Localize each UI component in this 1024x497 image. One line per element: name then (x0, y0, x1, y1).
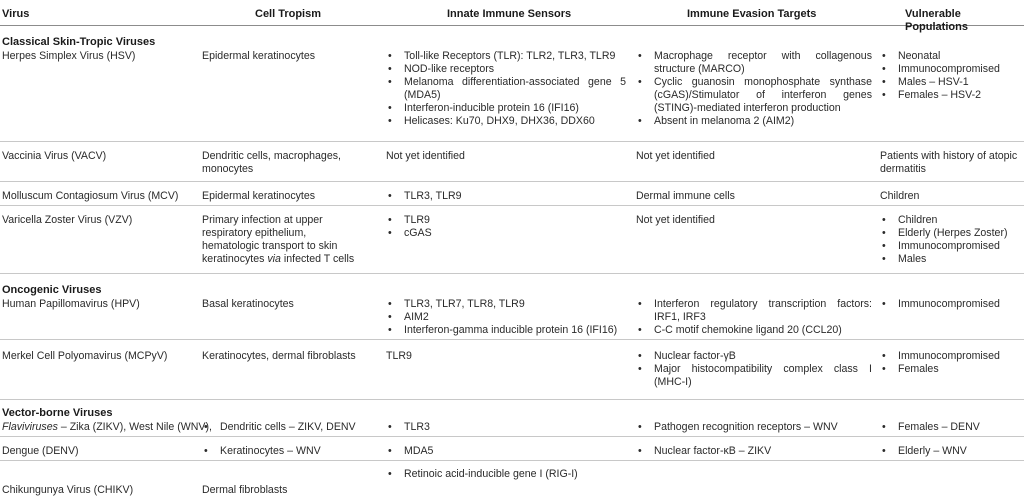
header-vulnerable-populations: Vulnerable Populations (905, 8, 968, 33)
list-item: • Elderly – WNV (880, 445, 1020, 458)
list-item: • Melanoma differentiation-associated gene 5 (MDA5) (386, 76, 626, 102)
immune-evasion-targets (636, 445, 872, 458)
section-title-oncogenic: Oncogenic Viruses (2, 284, 102, 296)
list-item: • Major histocompatibility complex class I (MHC-I) (636, 363, 872, 389)
list-item: • Macrophage receptor with collagenous structure (MARCO) (636, 50, 872, 76)
cell-tropism: Epidermal keratinocytes (202, 50, 316, 62)
vulnerable-populations (880, 214, 1020, 266)
table-row (0, 214, 1024, 274)
list-item: • Retinoic acid-inducible gene I (RIG-I) (386, 468, 626, 481)
table-row (0, 150, 1024, 182)
list-item: • Females (880, 363, 1020, 376)
cell-tropism (202, 421, 382, 434)
cell-tropism (202, 214, 362, 266)
list-item: • Immunocompromised (880, 350, 1020, 363)
list-item: • Toll-like Receptors (TLR): TLR2, TLR3, TLR9 (386, 50, 626, 63)
innate-sensors (386, 445, 626, 458)
table-header (0, 0, 1024, 33)
tropism-text: Primary infection at upper respiratory epithelium, hematologic transport to skin keratinocytes (202, 214, 338, 265)
list-item: • Dendritic cells – ZIKV, DENV (202, 421, 382, 434)
list-item: • Neonatal (880, 50, 1020, 63)
immune-evasion-targets: Not yet identified (636, 150, 715, 162)
list-item: • Keratinocytes – WNV (202, 445, 382, 458)
header-innate-immune-sensors: Innate Immune Sensors (447, 8, 572, 20)
list-item: • Immunocompromised (880, 298, 1020, 311)
table-row (0, 350, 1024, 400)
list-item: • cGAS (386, 227, 626, 240)
list-item: • Helicases: Ku70, DHX9, DHX36, DDX60 (386, 115, 626, 128)
vulnerable-populations: Children (880, 190, 920, 202)
table-row (0, 190, 1024, 206)
table-row (0, 298, 1024, 340)
list-item: • C-C motif chemokine ligand 20 (CCL20) (636, 324, 872, 337)
vulnerable-populations (880, 350, 1020, 376)
immune-evasion-targets (636, 350, 872, 389)
list-item: • TLR3, TLR9 (386, 190, 626, 203)
list-item: • Interferon regulatory transcription factors: IRF1, IRF3 (636, 298, 872, 324)
cell-tropism: Dendritic cells, macrophages, monocytes (202, 150, 341, 175)
list-item: • Males (880, 253, 1020, 266)
immune-evasion-targets (636, 421, 872, 434)
cell-tropism: Basal keratinocytes (202, 298, 294, 310)
virus-name-rest: – Zika (ZIKV), West Nile (WNV), (57, 421, 212, 433)
vulnerable-populations (880, 298, 1020, 311)
cell-tropism: Epidermal keratinocytes (202, 190, 316, 202)
virus-name (2, 421, 212, 434)
header-immune-evasion-targets: Immune Evasion Targets (687, 8, 817, 20)
list-item: • Children (880, 214, 1020, 227)
list-item: • NOD-like receptors (386, 63, 626, 76)
list-item: • Females – DENV (880, 421, 1020, 434)
immune-evasion-targets: Not yet identified (636, 214, 715, 226)
list-item: • Immunocompromised (880, 240, 1020, 253)
virus-name: Herpes Simplex Virus (HSV) (2, 50, 136, 62)
virus-name: Chikungunya Virus (CHIKV) (2, 484, 134, 496)
list-item: • Cyclic guanosin monophosphate synthase (cGAS)/Stimulator of interferon genes (STING)-mediated interferon production (636, 76, 872, 115)
tropism-via: via (267, 253, 281, 265)
list-item: • TLR3, TLR7, TLR8, TLR9 (386, 298, 626, 311)
innate-sensors (386, 190, 626, 203)
virus-name-italic: Flaviviruses (2, 421, 58, 433)
list-item: • Absent in melanoma 2 (AIM2) (636, 115, 872, 128)
innate-sensors: TLR9 (386, 350, 412, 362)
table-row (0, 421, 1024, 437)
virus-name: Vaccinia Virus (VACV) (2, 150, 107, 162)
virus-name: Molluscum Contagiosum Virus (MCV) (2, 190, 179, 202)
list-item: • Females – HSV-2 (880, 89, 1020, 102)
tropism-text-end: infected T cells (283, 253, 355, 265)
virus-name: Dengue (DENV) (2, 445, 79, 457)
header-cell-tropism: Cell Tropism (255, 8, 322, 20)
list-item: • TLR3 (386, 421, 626, 434)
list-item: • Males – HSV-1 (880, 76, 1020, 89)
list-item: • TLR9 (386, 214, 626, 227)
table-row (0, 50, 1024, 142)
list-item: • Interferon-gamma inducible protein 16 (IFI16) (386, 324, 626, 337)
immune-evasion-targets (636, 50, 872, 128)
cell-tropism: Dermal fibroblasts (202, 484, 288, 496)
list-item: • Nuclear factor-γB (636, 350, 872, 363)
virus-name: Varicella Zoster Virus (VZV) (2, 214, 133, 226)
cell-tropism: Keratinocytes, dermal fibroblasts (202, 350, 356, 362)
innate-sensors (386, 298, 626, 337)
vulnerable-populations (880, 445, 1020, 458)
immune-evasion-targets (636, 298, 872, 337)
list-item: • AIM2 (386, 311, 626, 324)
innate-sensors (386, 468, 626, 481)
list-item: • Elderly (Herpes Zoster) (880, 227, 1020, 240)
vulnerable-populations (880, 50, 1020, 102)
list-item: • Interferon-inducible protein 16 (IFI16) (386, 102, 626, 115)
virus-name: Merkel Cell Polyomavirus (MCPyV) (2, 350, 168, 362)
section-title-vector-borne: Vector-borne Viruses (2, 407, 113, 419)
list-item: • Pathogen recognition receptors – WNV (636, 421, 872, 434)
innate-sensors (386, 421, 626, 434)
innate-sensors: Not yet identified (386, 150, 465, 162)
virus-name: Human Papillomavirus (HPV) (2, 298, 140, 310)
innate-sensors (386, 214, 626, 240)
list-item: • Nuclear factor-κB – ZIKV (636, 445, 872, 458)
cell-tropism (202, 445, 382, 458)
table-row (0, 445, 1024, 461)
table-row (0, 468, 1024, 497)
vulnerable-populations (880, 421, 1020, 434)
innate-sensors (386, 50, 626, 128)
section-title-classical: Classical Skin-Tropic Viruses (2, 36, 156, 48)
list-item: • MDA5 (386, 445, 626, 458)
list-item: • Immunocompromised (880, 63, 1020, 76)
header-virus: Virus (2, 8, 30, 20)
vulnerable-populations: Patients with history of atopic dermatitis (880, 150, 1018, 175)
immune-evasion-targets: Dermal immune cells (636, 190, 735, 202)
